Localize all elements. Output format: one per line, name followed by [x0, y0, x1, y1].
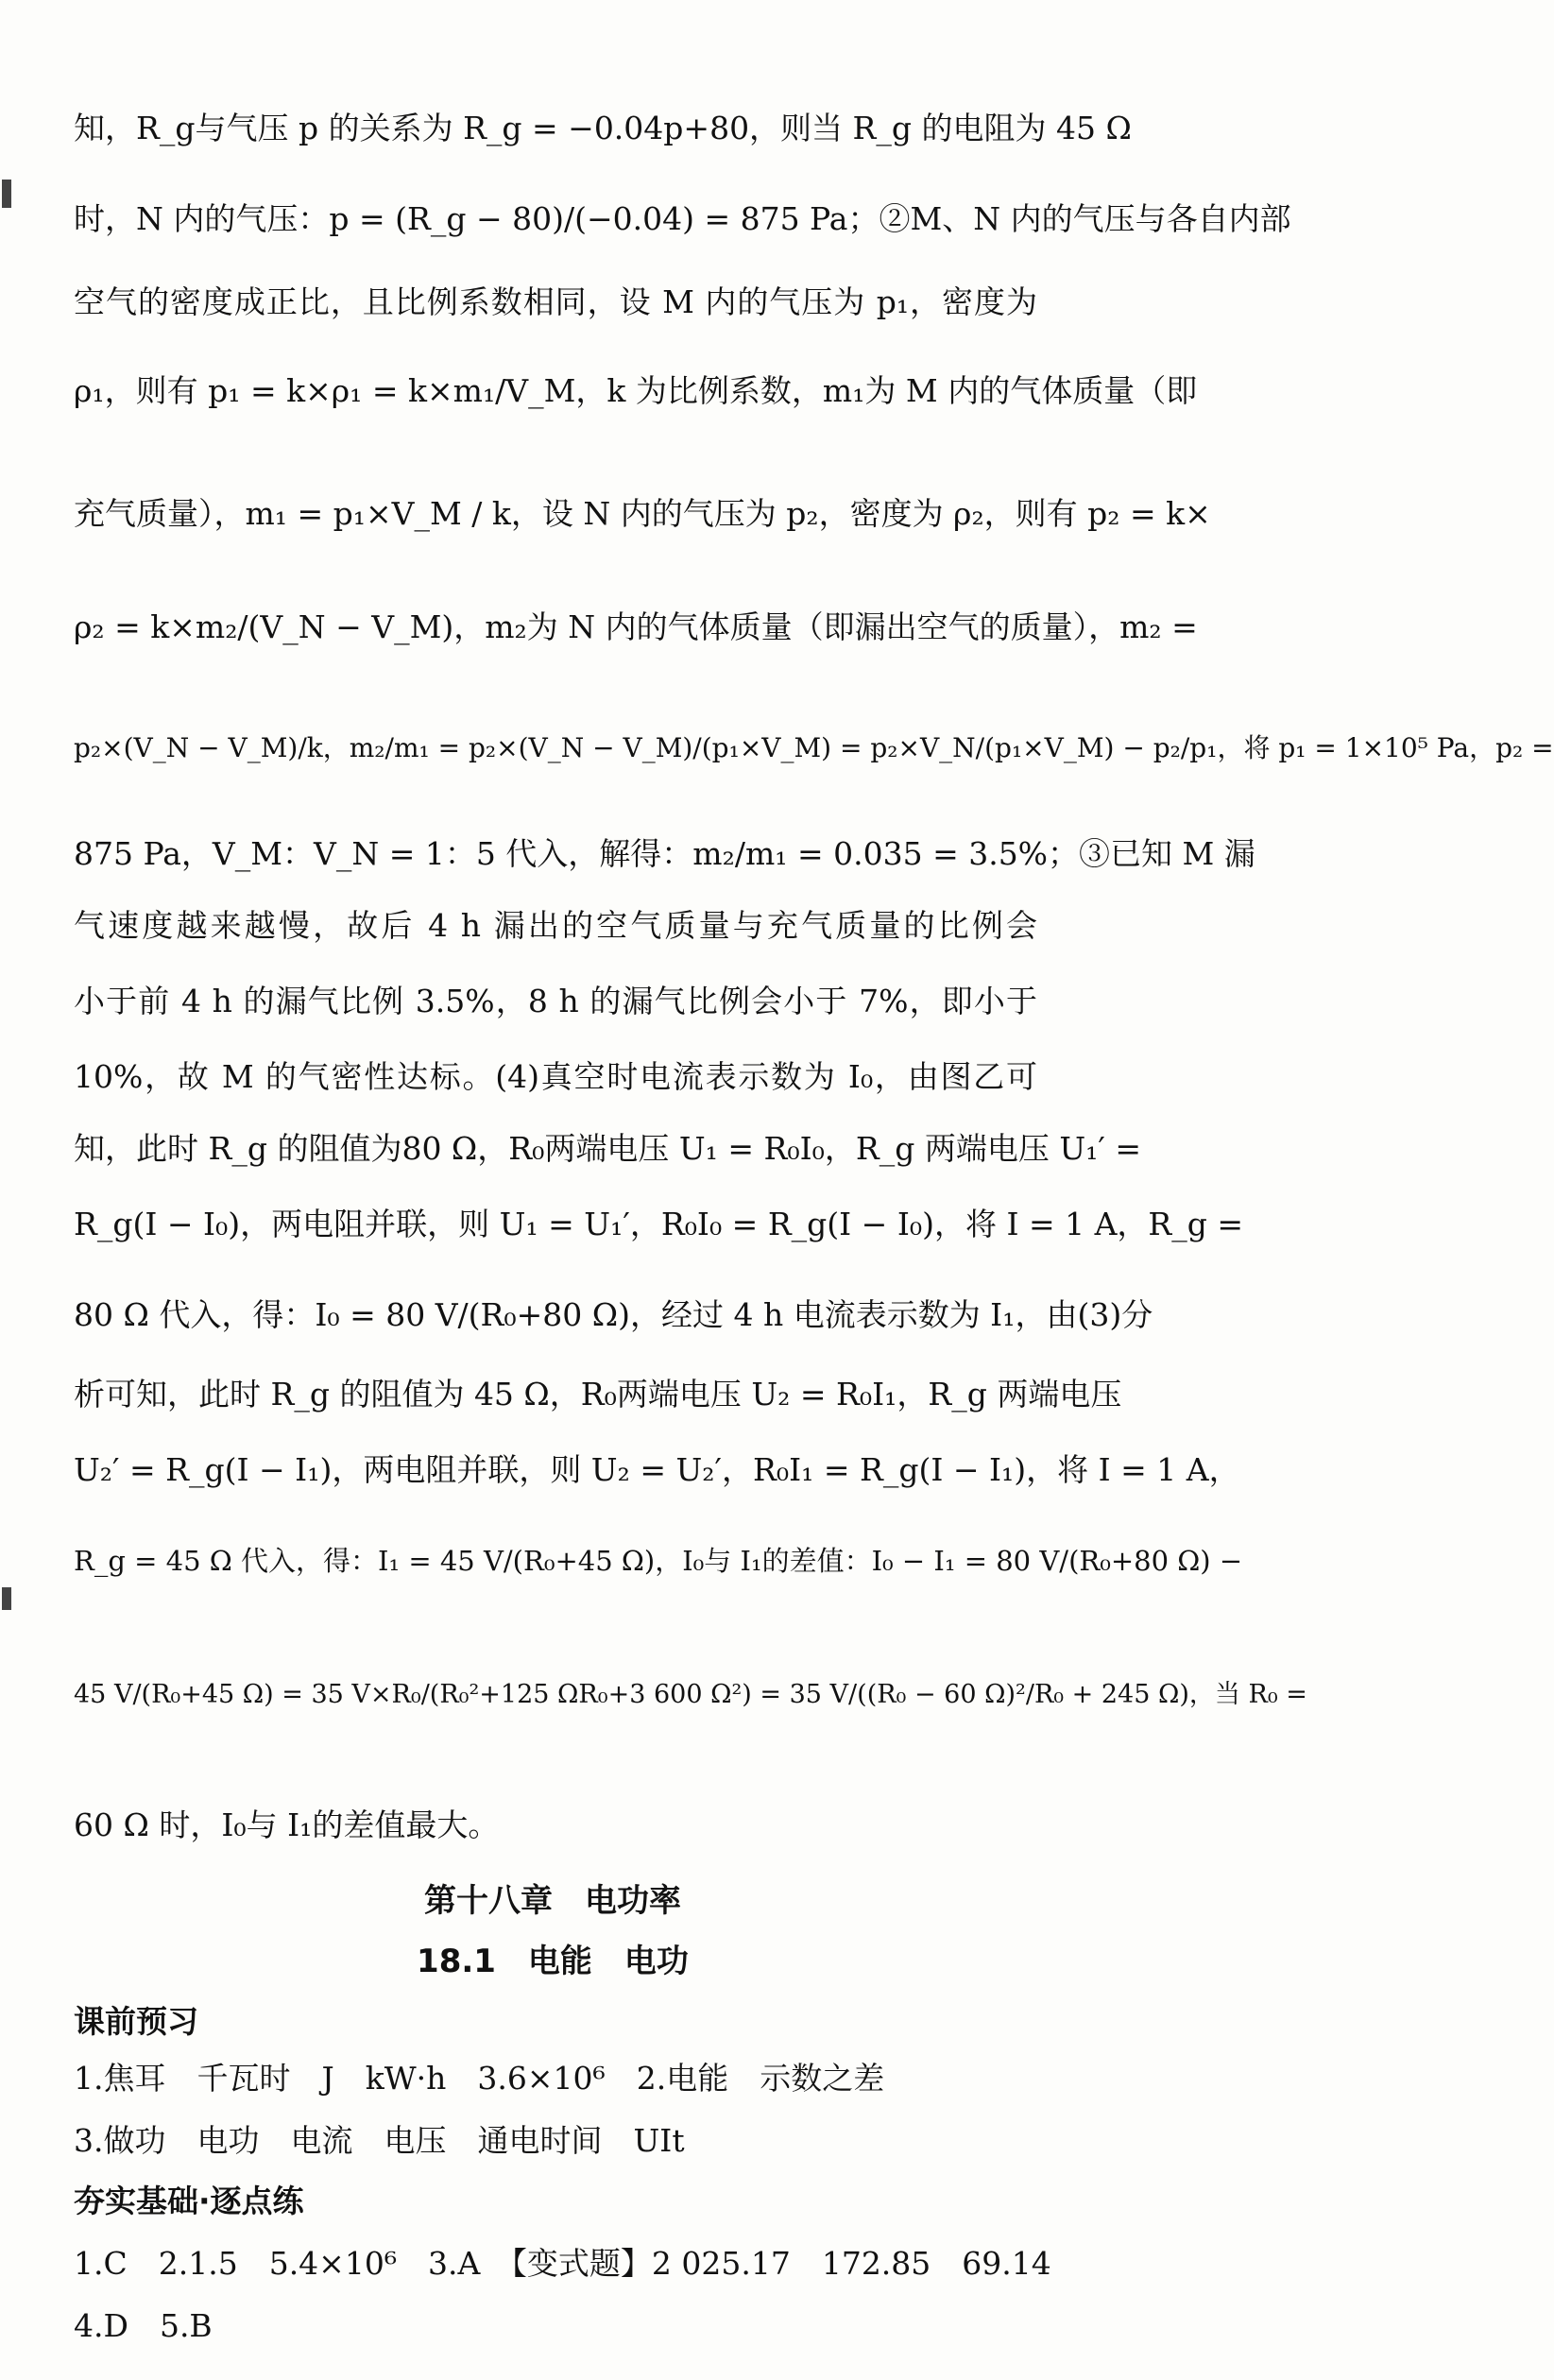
text-line: 知，此时 R_g 的阻值为80 Ω，R₀两端电压 U₁ = R₀I₀，R_g 两端电压 U₁′ =: [74, 1130, 1141, 1167]
text-line: U₂′ = R_g(I − I₁)，两电阻并联，则 U₂ = U₂′，R₀I₁ = R_g(I − I₁)，将 I = 1 A，: [74, 1451, 1240, 1488]
text-line: 知，R_g与气压 p 的关系为 R_g = −0.04p+80，则当 R_g 的电阻为 45 Ω: [74, 110, 1132, 146]
answer-line: 3.做功 电功 电流 电压 通电时间 UIt: [74, 2122, 685, 2159]
text-line: 充气质量），m₁ = p₁×V_M / k，设 N 内的气压为 p₂，密度为 ρ₂，则有 p₂ = k×: [74, 495, 1211, 532]
text-line: 10%，故 M 的气密性达标。(4)真空时电流表示数为 I₀，由图乙可: [74, 1058, 1037, 1095]
answer-line: 1.焦耳 千瓦时 J kW·h 3.6×10⁶ 2.电能 示数之差: [74, 2060, 885, 2097]
heading-basic: 夯实基础·逐点练: [74, 2183, 304, 2219]
text-line: 气速度越来越慢，故后 4 h 漏出的空气质量与充气质量的比例会: [74, 907, 1037, 944]
text-line: R_g = 45 Ω 代入，得：I₁ = 45 V/(R₀+45 Ω)，I₀与 I₁的差值：I₀ − I₁ = 80 V/(R₀+80 Ω) −: [74, 1545, 1243, 1577]
text-line: p₂×(V_N − V_M)/k，m₂/m₁ = p₂×(V_N − V_M)/(p₁×V_M) = p₂×V_N/(p₁×V_M) − p₂/p₁，将 p₁ = 1×10⁵ Pa，p₂ =: [74, 732, 1554, 763]
chapter-title: 第十八章 电功率: [424, 1882, 681, 1920]
text-line: 析可知，此时 R_g 的阻值为 45 Ω，R₀两端电压 U₂ = R₀I₁，R_g 两端电压: [74, 1376, 1122, 1413]
text-line: 875 Pa，V_M：V_N = 1：5 代入，解得：m₂/m₁ = 0.035 = 3.5%；③已知 M 漏: [74, 835, 1255, 872]
text-line: 时，N 内的气压：p = (R_g − 80)/(−0.04) = 875 Pa；②M、N 内的气压与各自内部: [74, 200, 1291, 237]
answer-line: 4.D 5.B: [74, 2307, 213, 2344]
text-line: 80 Ω 代入，得：I₀ = 80 V/(R₀+80 Ω)，经过 4 h 电流表示数为 I₁，由(3)分: [74, 1296, 1153, 1333]
margin-mark: [2, 1587, 11, 1610]
section-title: 18.1 电能 电功: [417, 1943, 689, 1980]
text-line: 45 V/(R₀+45 Ω) = 35 V×R₀/(R₀²+125 ΩR₀+3 600 Ω²) = 35 V/((R₀ − 60 Ω)²/R₀ + 245 Ω)，当 R₀ =: [74, 1680, 1307, 1709]
text-line: 空气的密度成正比，且比例系数相同，设 M 内的气压为 p₁，密度为: [74, 283, 1037, 320]
text-line: 小于前 4 h 的漏气比例 3.5%，8 h 的漏气比例会小于 7%，即小于: [74, 983, 1037, 1019]
text-line: R_g(I − I₀)，两电阻并联，则 U₁ = U₁′，R₀I₀ = R_g(I − I₀)，将 I = 1 A，R_g =: [74, 1206, 1244, 1242]
text-line: 60 Ω 时，I₀与 I₁的差值最大。: [74, 1806, 500, 1843]
text-line: ρ₂ = k×m₂/(V_N − V_M)，m₂为 N 内的气体质量（即漏出空气的质量），m₂ =: [74, 608, 1198, 645]
text-line: ρ₁，则有 p₁ = k×ρ₁ = k×m₁/V_M，k 为比例系数，m₁为 M 内的气体质量（即: [74, 372, 1198, 409]
margin-mark: [2, 180, 11, 208]
answer-line: 1.C 2.1.5 5.4×10⁶ 3.A 【变式题】2 025.17 172.85 69.14: [74, 2245, 1051, 2282]
heading-preview: 课前预习: [74, 2003, 198, 2040]
